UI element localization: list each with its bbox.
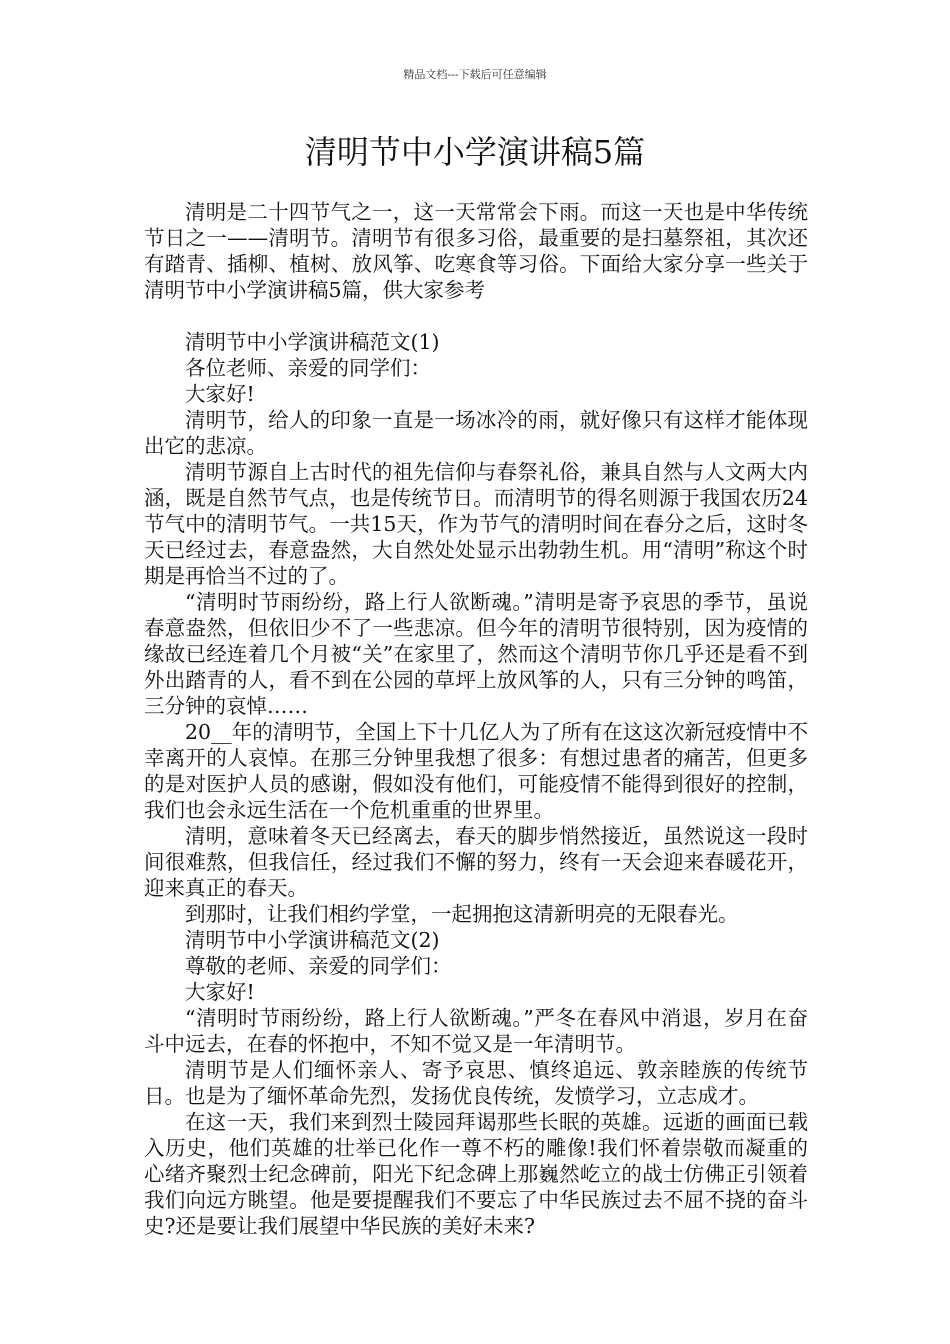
document-header-note: 精品文档---下载后可任意编辑 [403,68,547,81]
body-paragraph: “清明时节雨纷纷，路上行人欲断魂。”严冬在春风中消退，岁月在奋斗中远去，在春的怀抱中，不知不觉又是一年清明节。 [144,1006,808,1056]
body-paragraph: 清明，意味着冬天已经离去，春天的脚步悄然接近，虽然说这一段时间很难熬，但我信任，经过我们不懈的努力，终有一天会迎来春暖花开，迎来真正的春天。 [144,824,808,900]
document-body [144,199,808,1239]
salutation-1: 各位老师、亲爱的同学们： [185,356,431,380]
document-title: 清明节中小学演讲稿5篇 [304,133,646,171]
body-paragraph: “清明时节雨纷纷，路上行人欲断魂。”清明是寄予哀思的季节，虽说春意盎然，但依旧少不了一些悲凉。但今年的清明节很特别，因为疫情的缘故已经连着几个月被“关”在家里了，然而这个清明节你几乎还是看不到外出踏青的人，看不到在公园的草坪上放风筝的人，只有三分钟的鸣笛，三分钟的哀悼…… [144,590,808,718]
body-paragraph: 清明节源自上古时代的祖先信仰与春祭礼俗，兼具自然与人文两大内涵，既是自然节气点，也是传统节日。而清明节的得名则源于我国农历24节气中的清明节气。一共15天，作为节气的清明时间在春分之后，这时冬天已经过去，春意盎然，大自然处处显示出勃勃生机。用“清明”称这个时期是再恰当不过的了。 [144,460,808,588]
section-heading-2: 清明节中小学演讲稿范文(2) [185,928,440,952]
paragraph-gap [144,303,808,329]
intro-paragraph: 清明是二十四节气之一，这一天常常会下雨。而这一天也是中华传统节日之一——清明节。清明节有很多习俗，最重要的是扫墓祭祖，其次还有踏青、插柳、植树、放风筝、吃寒食等习俗。下面给大家分享一些关于清明节中小学演讲稿5篇，供大家参考 [144,200,808,302]
body-paragraph: 清明节是人们缅怀亲人、寄予哀思、慎终追远、敦亲睦族的传统节日。也是为了缅怀革命先烈，发扬优良传统，发愤学习，立志成才。 [144,1058,808,1108]
body-paragraph: 到那时，让我们相约学堂，一起拥抱这清新明亮的无限春光。 [185,902,739,926]
greeting-2: 大家好! [185,980,255,1004]
section-heading-1: 清明节中小学演讲稿范文(1) [185,330,440,354]
body-paragraph: 清明节，给人的印象一直是一场冰冷的雨，就好像只有这样才能体现出它的悲凉。 [144,408,808,458]
salutation-2: 尊敬的老师、亲爱的同学们： [185,954,452,978]
body-paragraph: 在这一天，我们来到烈士陵园拜谒那些长眠的英雄。远逝的画面已载入历史，他们英雄的壮举已化作一尊不朽的雕像!我们怀着崇敬而凝重的心绪齐聚烈士纪念碑前，阳光下纪念碑上那巍然屹立的战士仿佛正引领着我们向远方眺望。他是要提醒我们不要忘了中华民族过去不屈不挠的奋斗史?还是要让我们展望中华民族的美好未来? [144,1110,808,1238]
body-paragraph: 20__年的清明节，全国上下十几亿人为了所有在这这次新冠疫情中不幸离开的人哀悼。在那三分钟里我想了很多：有想过患者的痛苦，但更多的是对医护人员的感谢，假如没有他们，可能疫情不能得到很好的控制，我们也会永远生活在一个危机重重的世界里。 [144,720,808,822]
greeting-1: 大家好! [185,382,255,406]
